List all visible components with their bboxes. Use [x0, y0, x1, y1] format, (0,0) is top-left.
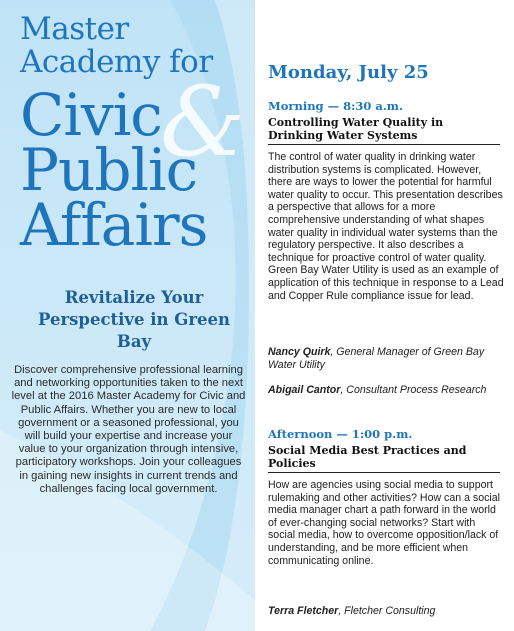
brand-title-line-5: Affairs — [20, 191, 208, 259]
intro-paragraph: Discover comprehensive professional learning and networking opportunities taken to the next level at the 2016 Master Academy for Civic and Public Affairs. Whether you are new to local government or a seasoned professional, you will build your expertise and increase your value to your organization through intensive, participatory workshops. Join your colleagues in gaining new insights in current trends and challenges facing local government. — [11, 364, 246, 495]
session-description-afternoon: How are agencies using social media to support rulemaking and other activities? How can a social media manager chart a path forward in the world of ever-changing social networks? Start with social media, how to overcome opposition/lack of understanding, and be more efficient when communicating online. — [268, 479, 501, 567]
brand-title-line-2: Academy for — [20, 44, 213, 80]
speaker-role: , Fletcher Consulting — [338, 605, 436, 617]
speaker-role: , Consultant Process Research — [340, 384, 487, 396]
speaker-name: Nancy Quirk — [268, 346, 331, 358]
session-time-afternoon: Afternoon — 1:00 p.m. — [268, 427, 413, 441]
speaker-abigail-cantor — [268, 384, 504, 397]
session-time-morning: Morning — 8:30 a.m. — [268, 99, 403, 113]
speaker-name: Abigail Cantor — [268, 384, 341, 396]
schedule-day-title: Monday, July 25 — [268, 62, 429, 83]
brand-ampersand: & — [160, 66, 246, 178]
brand-title-line-1: Master — [20, 11, 129, 47]
speaker-terra-fletcher — [268, 605, 504, 618]
brand-title-line-4: Public — [20, 136, 198, 204]
tagline: Revitalize Your Perspective in Green Bay — [37, 288, 231, 351]
session-title-afternoon: Social Media Best Practices and Policies — [268, 444, 500, 473]
session-title-morning: Controlling Water Quality in Drinking Water Systems — [268, 116, 500, 145]
speaker-role: , General Manager of Green Bay Water Utility — [268, 346, 485, 371]
speaker-nancy-quirk — [268, 346, 504, 371]
speaker-name: Terra Fletcher — [268, 605, 339, 617]
brochure-cover-panel — [0, 0, 255, 631]
session-description-morning: The control of water quality in drinking water distribution systems is complicated. However, there are ways to lower the potential for harmful water quality to occur. This presentation describes a perspective that allows for a more comprehensive understanding of what shapes water quality in individual water systems than the regulatory perspective. It also describes a technique for proactive control of water quality. Green Bay Water Utility is used as an example of application of this technique in response to a Lead and Copper Rule compliance issue for lead. — [268, 151, 504, 302]
brand-title-line-3: Civic — [20, 81, 162, 149]
